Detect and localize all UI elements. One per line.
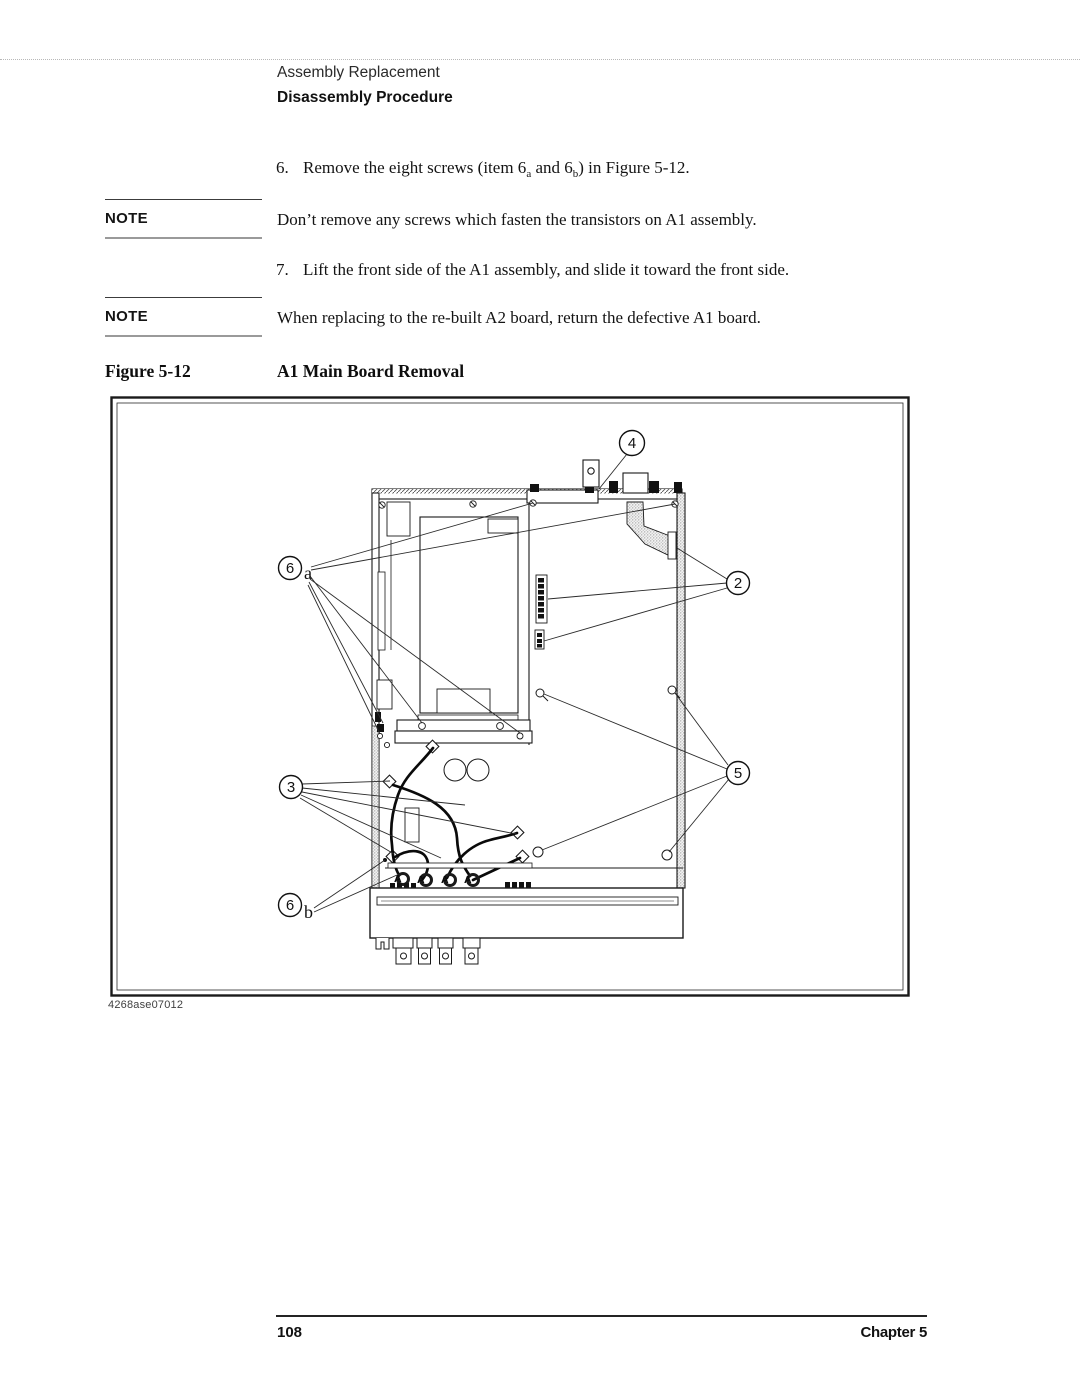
step-6-text-part3: ) in Figure 5-12. <box>578 158 690 177</box>
note1-rule-bottom <box>105 237 262 239</box>
callout-4-label: 4 <box>627 435 637 452</box>
connector-a-label: A <box>464 874 472 886</box>
note1-rule-top <box>105 199 262 200</box>
step-7 <box>276 260 789 280</box>
footer-chapter: Chapter 5 <box>860 1324 927 1341</box>
connector-a-label: A <box>394 873 402 885</box>
step-6-number: 6. <box>276 158 289 177</box>
callout-3 <box>280 776 303 799</box>
note2-rule-top <box>105 297 262 298</box>
figure-title: A1 Main Board Removal <box>277 361 465 381</box>
callout-6a-letter: a <box>304 563 312 583</box>
step-6-text-part2: and 6 <box>531 158 573 177</box>
connector-a-label: A <box>441 874 449 886</box>
note2-text: When replacing to the re-built A2 board, return the defective A1 board. <box>277 308 761 327</box>
scan-artifact-rule <box>0 59 1080 60</box>
step-7-number: 7. <box>276 260 289 279</box>
callout-6b-letter: b <box>304 902 313 922</box>
step-6-text-part1: Remove the eight screws (item 6 <box>303 158 527 177</box>
figure-image-code: 4268ase07012 <box>108 999 184 1011</box>
figure-label: Figure 5-12 <box>105 361 191 381</box>
header-section: Assembly Replacement <box>277 64 440 81</box>
callout-6b-number: 6 <box>285 897 295 914</box>
note1-text: Don’t remove any screws which fasten the transistors on A1 assembly. <box>277 210 757 229</box>
header-subsection: Disassembly Procedure <box>277 89 453 106</box>
note2-label: NOTE <box>105 308 148 325</box>
running-header <box>277 64 453 107</box>
connector-a-label: A <box>417 874 425 886</box>
step-6-sub-b: b <box>572 168 579 180</box>
callout-6a-number: 6 <box>285 560 295 577</box>
note2-rule-bottom <box>105 335 262 337</box>
callout-5-label: 5 <box>733 765 743 782</box>
callout-3-label: 3 <box>286 779 296 796</box>
footer-page-number: 108 <box>277 1324 303 1341</box>
step-7-text: Lift the front side of the A1 assembly, and slide it toward the front side. <box>303 260 790 279</box>
step-6 <box>276 158 690 180</box>
footer-rule <box>276 1315 927 1317</box>
figure-diagram <box>110 396 910 997</box>
callout-2 <box>727 572 750 595</box>
note1-label: NOTE <box>105 210 148 227</box>
callout-5 <box>727 762 750 785</box>
step-6-sub-a: a <box>526 168 532 180</box>
callout-2-label: 2 <box>733 575 743 592</box>
callout-4 <box>620 431 645 456</box>
